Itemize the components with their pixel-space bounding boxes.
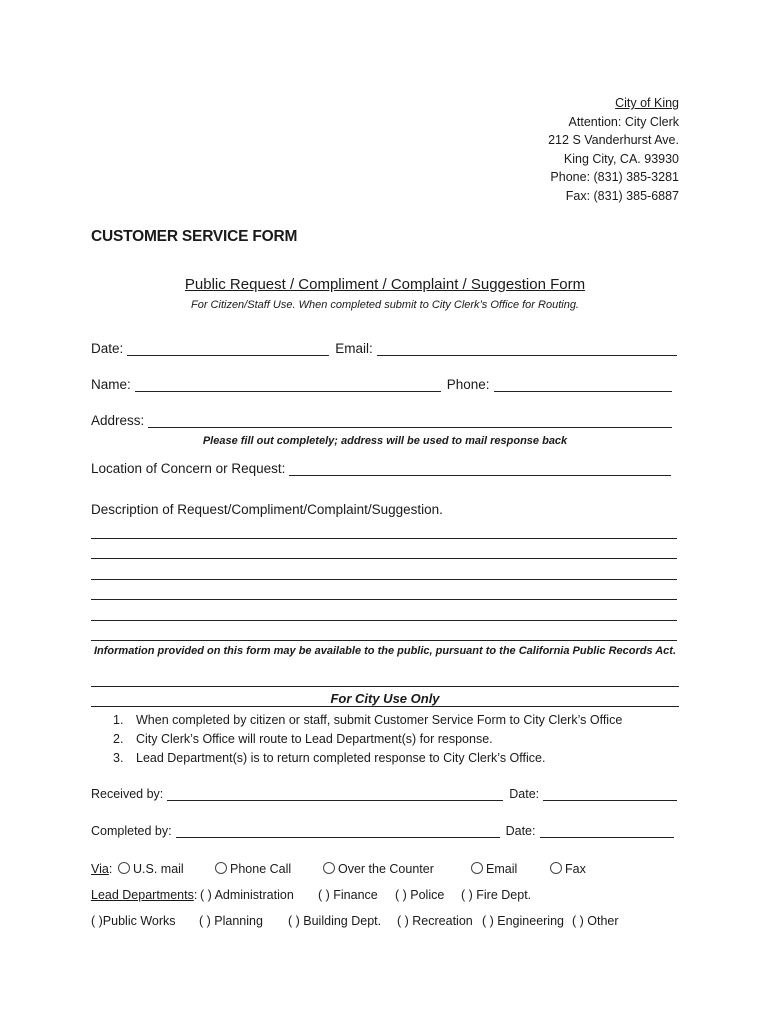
dept-police[interactable]: ( ) Police: [395, 888, 445, 902]
name-label: Name:: [91, 377, 131, 392]
address-line: Fax: (831) 385-6887: [565, 188, 679, 203]
completed-label: Completed by:: [91, 824, 172, 838]
via-label: Via: [91, 862, 109, 876]
public-records-note: Information provided on this form may be available to the public, pursuant to the California Public Records Act.: [93, 645, 677, 657]
description-line[interactable]: [91, 579, 677, 580]
dept-other[interactable]: ( ) Other: [572, 914, 619, 928]
via-option-fax[interactable]: [550, 862, 586, 876]
radio-icon[interactable]: [118, 862, 130, 874]
completed-field[interactable]: [176, 824, 500, 838]
lead-departments-label: Lead Departments: [91, 888, 194, 902]
dept-building[interactable]: ( ) Building Dept.: [288, 914, 382, 928]
phone-label: Phone:: [446, 377, 490, 392]
radio-icon[interactable]: [471, 862, 483, 874]
lead-departments-row: Lead Departments: ( ) Administration ( ) Finance ( ) Police ( ) Fire Dept.: [91, 888, 532, 902]
description-line[interactable]: [91, 558, 677, 559]
city-use-steps: [113, 711, 622, 768]
form-subnote: For Citizen/Staff Use. When completed submit to City Clerk’s Office for Routing.: [191, 299, 579, 311]
date-field[interactable]: [127, 342, 329, 356]
step-text: When completed by citizen or staff, submit Customer Service Form to City Clerk’s Office: [136, 713, 623, 727]
step-number: 2.: [113, 732, 124, 746]
address-note: Please fill out completely; address will be used to mail response back: [202, 435, 568, 447]
address-line: 212 S Vanderhurst Ave.: [548, 133, 679, 148]
step-number: 1.: [113, 713, 124, 727]
dept-finance[interactable]: ( ) Finance: [318, 888, 378, 902]
radio-icon[interactable]: [215, 862, 227, 874]
name-phone-row: [91, 377, 672, 392]
dept-planning[interactable]: ( ) Planning: [199, 914, 263, 928]
received-field[interactable]: [167, 787, 503, 801]
dept-engineering[interactable]: ( ) Engineering: [482, 914, 564, 928]
address-line: Phone: (831) 385-3281: [550, 170, 679, 185]
description-line[interactable]: [91, 640, 677, 641]
via-option-email[interactable]: [471, 862, 517, 876]
completed-date-field[interactable]: [540, 824, 674, 838]
description-line[interactable]: [91, 620, 677, 621]
received-date-field[interactable]: [543, 787, 677, 801]
dept-recreation[interactable]: ( ) Recreation: [397, 914, 473, 928]
location-row: [91, 461, 671, 476]
dept-public-works[interactable]: ( )Public Works: [91, 914, 176, 928]
location-field[interactable]: [289, 462, 671, 476]
radio-icon[interactable]: [323, 862, 335, 874]
via-option-label: Fax: [565, 862, 586, 876]
completed-date-label: Date:: [505, 824, 536, 838]
date-email-row: [91, 341, 677, 356]
step-text: City Clerk’s Office will route to Lead Department(s) for response.: [136, 732, 493, 746]
email-field[interactable]: [377, 342, 677, 356]
name-field[interactable]: [135, 378, 441, 392]
list-item: [113, 730, 622, 749]
radio-icon[interactable]: [550, 862, 562, 874]
city-use-heading-text: For City Use Only: [326, 691, 443, 706]
dept-fire[interactable]: ( ) Fire Dept.: [461, 888, 532, 902]
divider: [91, 706, 679, 707]
address-label: Address:: [91, 413, 145, 428]
via-option-label: Email: [486, 862, 518, 876]
form-subtitle: Public Request / Compliment / Complaint / Suggestion Form: [184, 276, 586, 293]
date-label: Date:: [91, 341, 124, 356]
description-label: Description of Request/Compliment/Complaint/Suggestion.: [91, 502, 443, 517]
received-label: Received by:: [91, 787, 164, 801]
description-line[interactable]: [91, 538, 677, 539]
description-row: [91, 502, 443, 517]
via-option-label: Phone Call: [230, 862, 292, 876]
via-option-over-the-counter[interactable]: [323, 862, 434, 876]
address-row: [91, 413, 672, 428]
completed-row: [91, 824, 674, 838]
via-option-label: Over the Counter: [338, 862, 434, 876]
email-label: Email:: [335, 341, 373, 356]
via-option-us-mail[interactable]: [118, 862, 184, 876]
received-row: [91, 787, 677, 801]
address-field[interactable]: [148, 414, 672, 428]
address-line: King City, CA. 93930: [563, 151, 679, 166]
step-text: Lead Department(s) is to return completed response to City Clerk’s Office.: [136, 751, 546, 765]
location-label: Location of Concern or Request:: [91, 461, 286, 476]
description-line[interactable]: [91, 599, 677, 600]
step-number: 3.: [113, 751, 124, 765]
list-item: [113, 749, 622, 768]
via-row: Via: U.S. mail Phone Call Over the Counter Email Fax: [91, 862, 586, 876]
city-use-heading: [91, 691, 679, 706]
via-option-phone-call[interactable]: [215, 862, 291, 876]
received-date-label: Date:: [509, 787, 540, 801]
form-title: CUSTOMER SERVICE FORM: [91, 228, 298, 245]
phone-field[interactable]: [494, 378, 672, 392]
list-item: [113, 711, 622, 730]
divider: [91, 686, 679, 687]
address-block: [548, 94, 679, 206]
address-line: City of King: [615, 96, 679, 110]
via-option-label: U.S. mail: [133, 862, 184, 876]
dept-administration[interactable]: ( ) Administration: [200, 888, 294, 902]
address-line: Attention: City Clerk: [568, 114, 679, 129]
